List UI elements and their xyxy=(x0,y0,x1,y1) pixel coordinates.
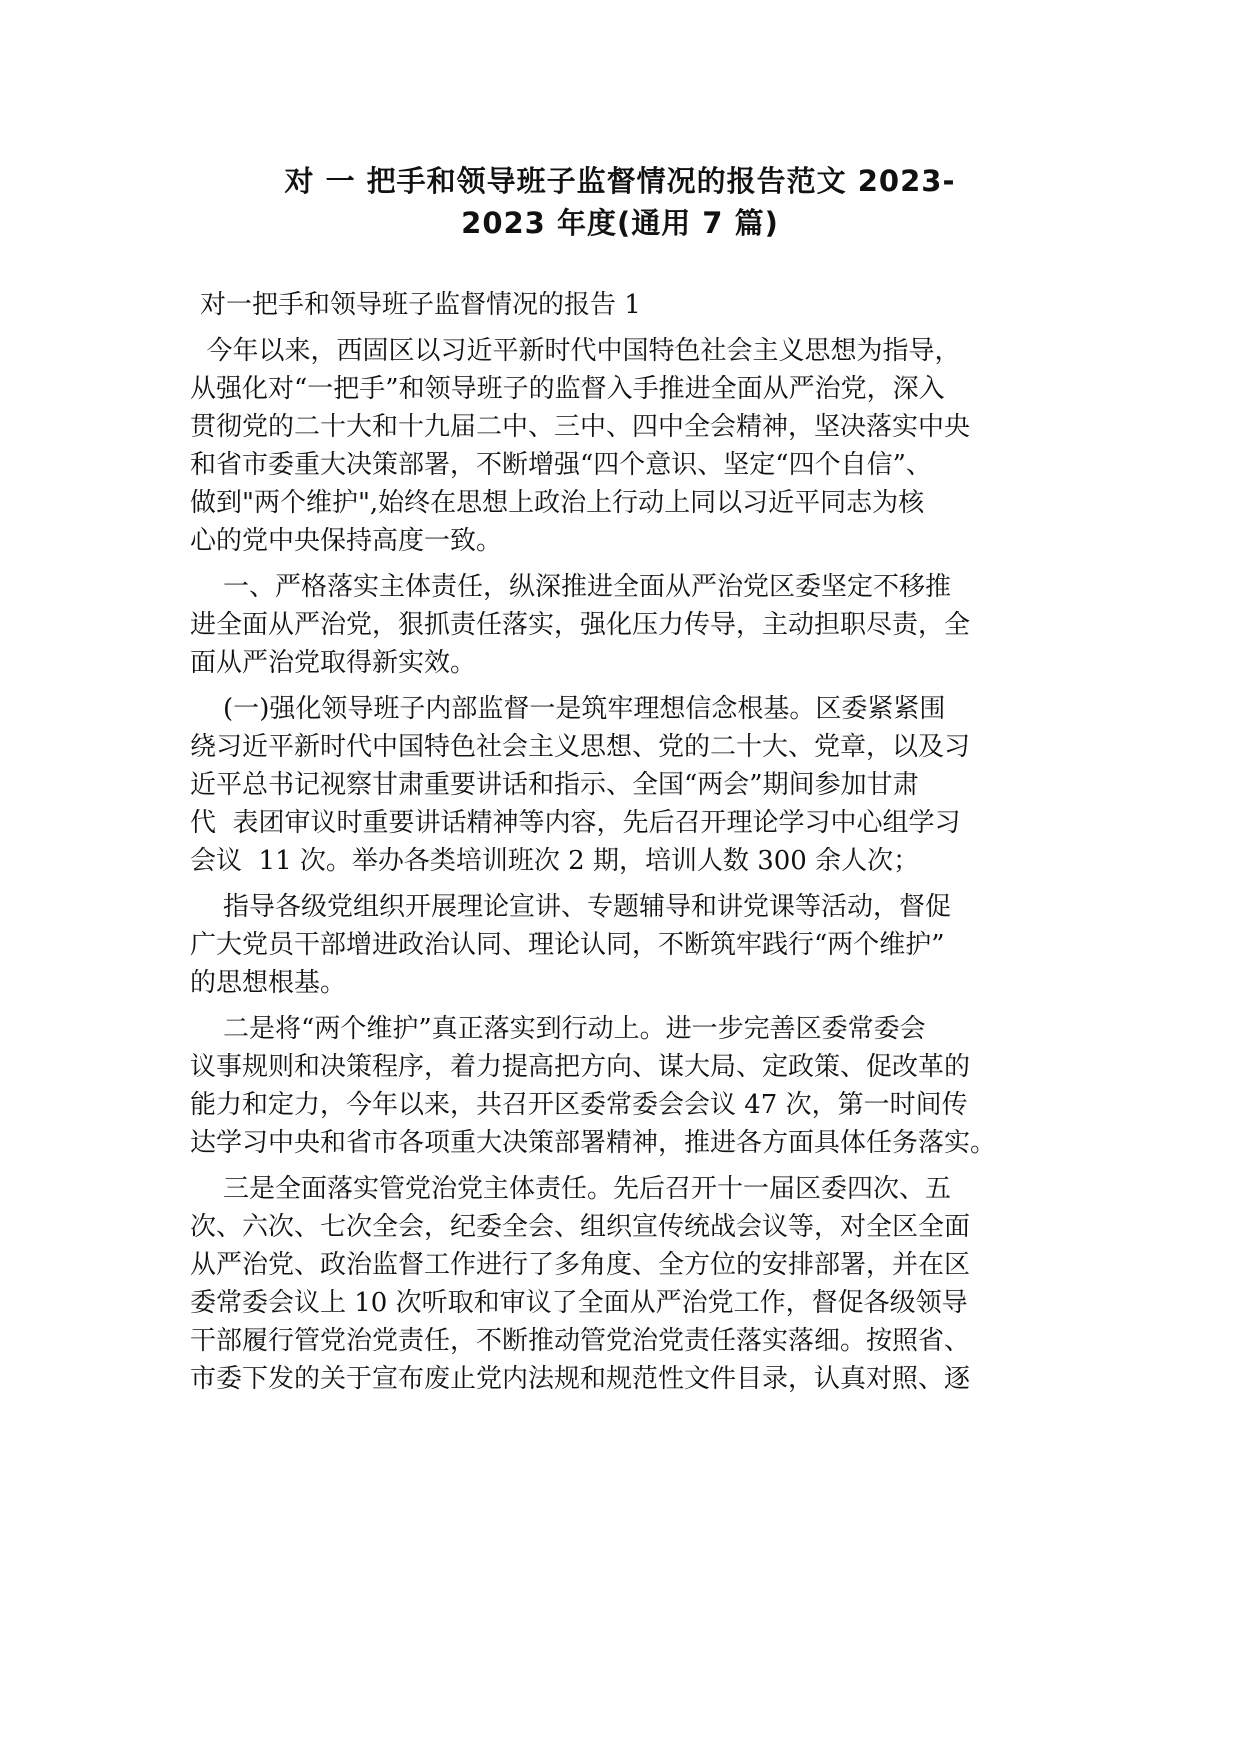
paragraph-line: 一、严格落实主体责任，纵深推进全面从严治党区委坚定不移推 xyxy=(190,572,952,602)
paragraph xyxy=(190,568,1050,682)
paragraph-line: 达学习中央和省市各项重大决策部署精神，推进各方面具体任务落实。 xyxy=(190,1128,997,1158)
paragraph xyxy=(190,888,1050,1002)
section-heading: 对一把手和领导班子监督情况的报告 1 xyxy=(200,290,641,320)
paragraph-line: 做到"两个维护",始终在思想上政治上行动上同以习近平同志为核 xyxy=(190,488,925,518)
paragraph xyxy=(190,690,1050,880)
title-line: 对 一 把手和领导班子监督情况的报告范文 2023- xyxy=(284,164,956,198)
paragraph-line: 绕习近平新时代中国特色社会主义思想、党的二十大、党章，以及习 xyxy=(190,732,971,762)
paragraph-line: 二是将“两个维护”真正落实到行动上。进一步完善区委常委会 xyxy=(190,1014,926,1044)
paragraph-line: 今年以来，西固区以习近平新时代中国特色社会主义思想为指导， xyxy=(190,336,961,366)
paragraph-line: 进全面从严治党，狠抓责任落实，强化压力传导，主动担职尽责，全 xyxy=(190,610,971,640)
paragraph-line: 和省市委重大决策部署，不断增强“四个意识、坚定“四个自信”、 xyxy=(190,450,932,480)
paragraph-line: 次、六次、七次全会，纪委全会、组织宣传统战会议等，对全区全面 xyxy=(190,1212,971,1242)
paragraph-list xyxy=(190,332,1050,1398)
paragraph-line: 面从严治党取得新实效。 xyxy=(190,648,477,678)
document-body xyxy=(190,286,1050,1406)
paragraph-line: 近平总书记视察甘肃重要讲话和指示、全国“两会”期间参加甘肃 xyxy=(190,770,919,800)
paragraph xyxy=(190,1010,1050,1162)
paragraph-line: 从强化对“一把手”和领导班子的监督入手推进全面从严治党，深入 xyxy=(190,374,945,404)
paragraph xyxy=(190,1170,1050,1398)
paragraph-line: 心的党中央保持高度一致。 xyxy=(190,526,503,556)
paragraph-line: 委常委会议上 10 次听取和审议了全面从严治党工作，督促各级领导 xyxy=(190,1288,968,1318)
paragraph-line: 贯彻党的二十大和十九届二中、三中、四中全会精神，坚决落实中央 xyxy=(190,412,971,442)
document-title xyxy=(190,160,1050,244)
paragraph-line: 从严治党、政治监督工作进行了多角度、全方位的安排部署，并在区 xyxy=(190,1250,971,1280)
paragraph-line: 议事规则和决策程序，着力提高把方向、谋大局、定政策、促改革的 xyxy=(190,1052,971,1082)
title-line: 2023 年度(通用 7 篇) xyxy=(461,206,779,240)
paragraph-line: 干部履行管党治党责任，不断推动管党治党责任落实落细。按照省、 xyxy=(190,1326,971,1356)
paragraph-line: (一)强化领导班子内部监督一是筑牢理想信念根基。区委紧紧围 xyxy=(190,694,946,724)
paragraph-line: 会议 11 次。举办各类培训班次 2 期，培训人数 300 余人次； xyxy=(190,846,920,876)
paragraph-line: 能力和定力，今年以来，共召开区委常委会会议 47 次，第一时间传 xyxy=(190,1090,968,1120)
paragraph-line: 三是全面落实管党治党主体责任。先后召开十一届区委四次、五 xyxy=(190,1174,952,1204)
paragraph-line: 广大党员干部增进政治认同、理论认同，不断筑牢践行“两个维护” xyxy=(190,930,945,960)
paragraph-line: 的思想根基。 xyxy=(190,968,347,998)
paragraph xyxy=(190,332,1050,560)
paragraph-line: 市委下发的关于宣布废止党内法规和规范性文件目录，认真对照、逐 xyxy=(190,1364,971,1394)
paragraph-line: 代 表团审议时重要讲话精神等内容，先后召开理论学习中心组学习 xyxy=(190,808,961,838)
paragraph-line: 指导各级党组织开展理论宣讲、专题辅导和讲党课等活动，督促 xyxy=(190,892,952,922)
